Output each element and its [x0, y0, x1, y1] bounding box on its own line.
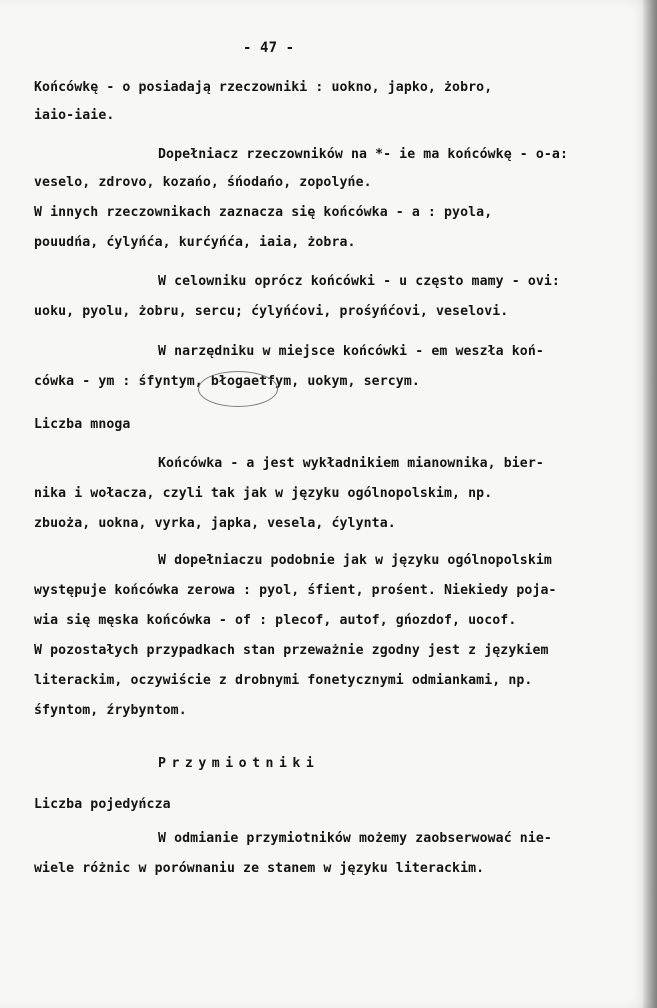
page-number: - 47 - [243, 40, 295, 56]
text-line-18: W pozostałych przypadkach stan przeważnie zgodny jest z językiem [34, 643, 549, 658]
section-heading-plural: Liczba mnoga [34, 417, 131, 432]
text-line-5: W innych rzeczownikach zaznacza się końcówka - a : pyola, [34, 205, 493, 220]
handwritten-circle-mark [198, 371, 278, 407]
text-line-8: uoku, pyolu, żobru, sercu; ćylyńćovi, prośyńćovi, veselovi. [34, 304, 509, 319]
text-line-16: występuje końcówka zerowa : pyol, śfient, prośent. Niekiedy poja- [34, 583, 557, 598]
section-heading-adjectives: Przymiotniki [158, 756, 320, 771]
text-line-14: zbuoża, uokna, vyrka, japka, vesela, ćylynta. [34, 516, 396, 531]
text-line-24: wiele różnic w porównaniu ze stanem w języku literackim. [34, 861, 485, 876]
page-edge-shadow [643, 0, 657, 1008]
text-line-23: W odmianie przymiotników możemy zaobserwować nie- [158, 831, 552, 846]
text-line-10: cówka - ym : śfyntym, błogaetfym, uokym, sercym. [34, 374, 420, 389]
text-line-2: iaio-iaie. [34, 108, 115, 123]
text-line-7: W celowniku oprócz końcówki - u często mamy - ovi: [158, 274, 560, 289]
text-line-13: nika i wołacza, czyli tak jak w języku ogólnopolskim, np. [34, 486, 493, 501]
text-line-19: literackim, oczywiście z drobnymi fonetycznymi odmiankami, np. [34, 673, 533, 688]
text-line-9: W narzędniku w miejsce końcówki - em weszła koń- [158, 344, 544, 359]
text-line-12: Końcówka - a jest wykładnikiem mianownika, bier- [158, 456, 544, 471]
subsection-heading-singular: Liczba pojedyńcza [34, 797, 171, 812]
text-line-17: wia się męska końcówka - of : plecof, autof, gńozdof, uocof. [34, 613, 517, 628]
text-line-3: Dopełniacz rzeczowników na *- ie ma końcówkę - o-a: [158, 147, 569, 162]
text-line-20: śfyntom, źrybyntom. [34, 703, 187, 718]
text-line-6: pouudńa, ćylyńća, kurćyńća, iaia, żobra. [34, 235, 356, 250]
text-line-4: veselo, zdrovo, kozańo, śńodańo, zopolyńe. [34, 175, 372, 190]
text-line-15: W dopełniaczu podobnie jak w języku ogólnopolskim [158, 553, 552, 568]
text-line-1: Końcówkę - o posiadają rzeczowniki : uokno, japko, żobro, [34, 80, 493, 95]
